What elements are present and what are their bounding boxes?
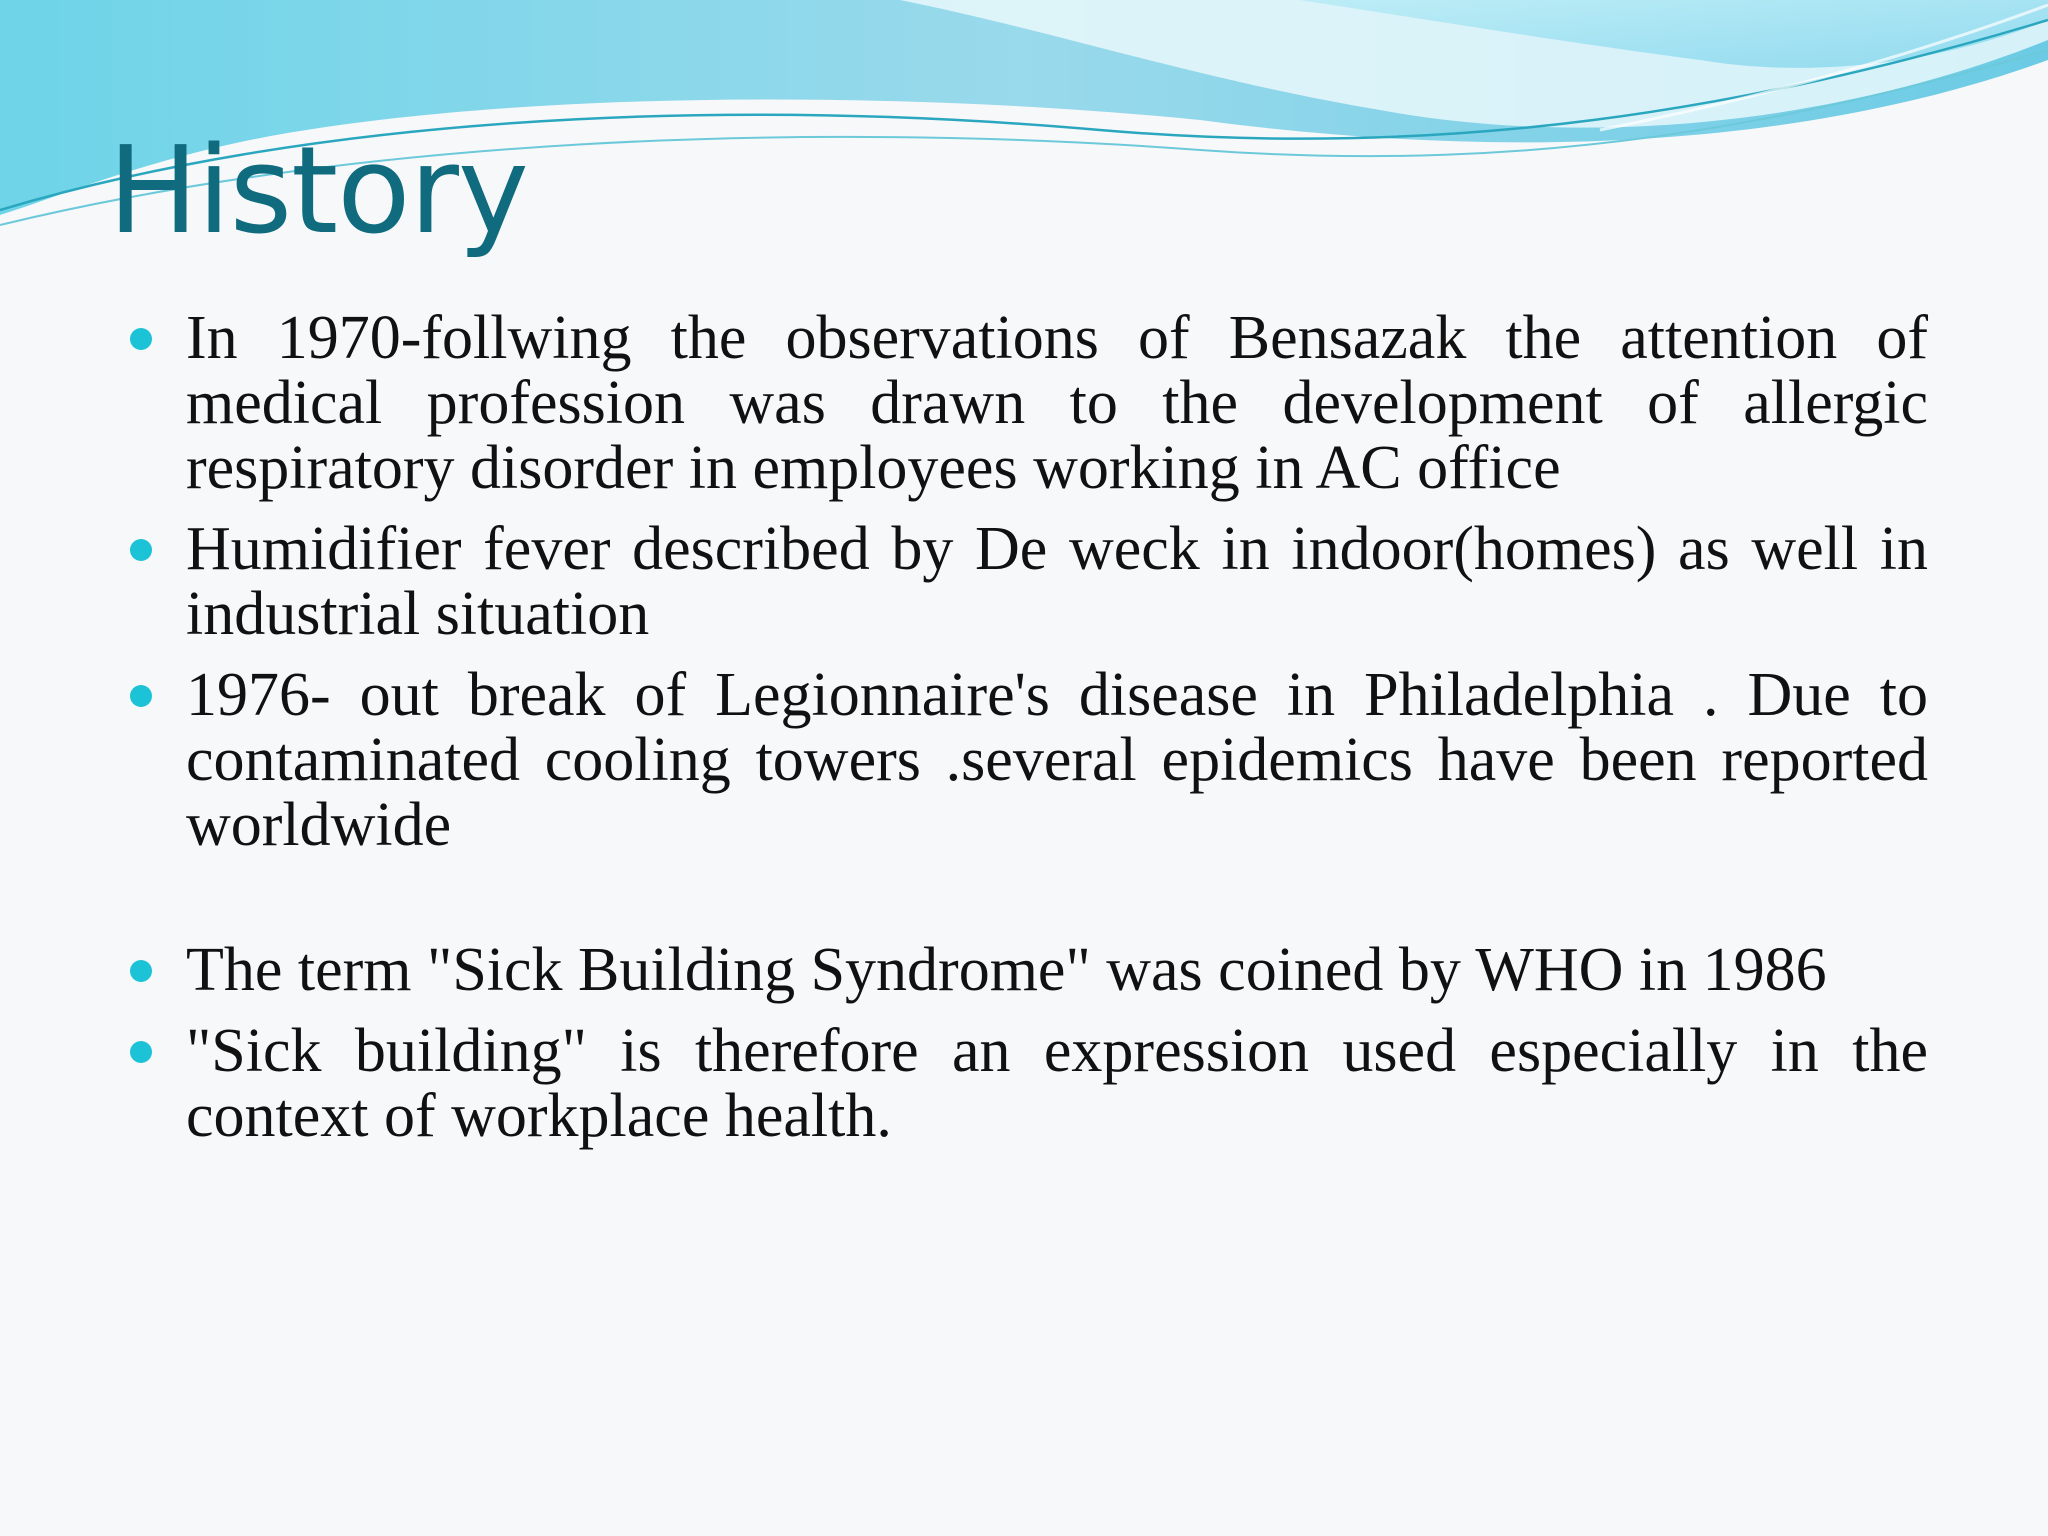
page-title: History bbox=[108, 122, 528, 261]
bullet-text: "Sick building" is therefore an expression used especially in the context of workplace health. bbox=[186, 1017, 1928, 1150]
bullet-text: 1976- out break of Legionnaire's disease in Philadelphia . Due to contaminated cooling towers .several epidemics have been reported worldwide bbox=[186, 661, 1928, 859]
bullet-dot-icon bbox=[130, 1041, 152, 1063]
bullet-text: In 1970-follwing the observations of Bensazak the attention of medical profession was drawn to the development of allergic respiratory disorder in employees working in AC office bbox=[186, 304, 1928, 502]
bullet-list bbox=[128, 306, 1928, 1165]
bullet-item bbox=[128, 938, 1928, 1003]
bullet-dot-icon bbox=[130, 685, 152, 707]
bullet-item bbox=[128, 1019, 1928, 1149]
bullet-dot-icon bbox=[130, 328, 152, 350]
bullet-dot-icon bbox=[130, 539, 152, 561]
bullet-item bbox=[128, 517, 1928, 647]
bullet-text: Humidifier fever described by De weck in indoor(homes) as well in industrial situation bbox=[186, 515, 1928, 648]
bullet-text: The term "Sick Building Syndrome" was coined by WHO in 1986 bbox=[186, 936, 1827, 1004]
bullet-item bbox=[128, 663, 1928, 858]
bullet-item bbox=[128, 306, 1928, 501]
bullet-dot-icon bbox=[130, 960, 152, 982]
